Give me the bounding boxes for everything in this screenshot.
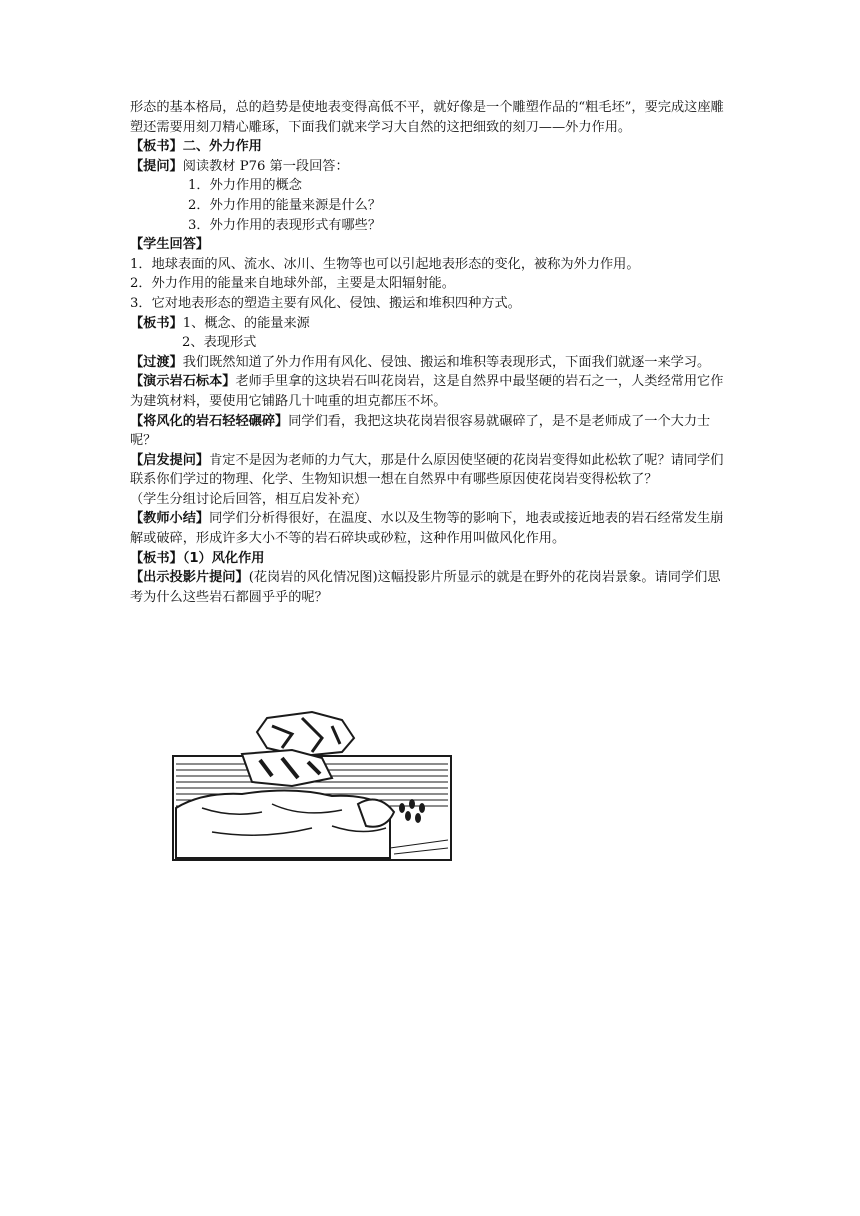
board-note: 【板书】1、概念、的能量来源 xyxy=(130,315,310,331)
paragraph: 【启发提问】肯定不是因为老师的力气大，那是什么原因使坚硬的花岗岩变得如此松软了呢？请同学们联系你们学过的物理、化学、生物知识想一想在自然界中有哪些原因使花岗岩变得松软了？ xyxy=(130,452,724,488)
student-answer-heading: 【学生回答】 xyxy=(130,237,210,253)
paragraph: 【将风化的岩石轻轻碾碎】同学们看，我把这块花岗岩很容易就碾碎了，是不是老师成了一个大力士呢？ xyxy=(130,413,711,449)
board-heading: 【板书】二、外力作用 xyxy=(130,139,262,155)
paragraph: 形态的基本格局，总的趋势是使地表变得高低不平，就好像是一个雕塑作品的“粗毛坯”，要完成这座雕塑还需要用刻刀精心雕琢，下面我们就来学习大自然的这把细致的刻刀——外力作用。 xyxy=(130,100,724,135)
paragraph: 【教师小结】同学们分析得很好，在温度、水以及生物等的影响下，地表或接近地表的岩石经常发生崩解或破碎，形成许多大小不等的岩石碎块或砂粒，这种作用叫做风化作用。 xyxy=(130,511,724,547)
answer-item: 1．地球表面的风、流水、冰川、生物等也可以引起地表形态的变化，被称为外力作用。 xyxy=(130,256,640,272)
granite-weathering-figure xyxy=(172,708,454,866)
question-item: 3．外力作用的表现形式有哪些？ xyxy=(188,217,382,233)
answer-item: 2．外力作用的能量来自地球外部，主要是太阳辐射能。 xyxy=(130,276,455,292)
paragraph: 【过渡】我们既然知道了外力作用有风化、侵蚀、搬运和堆积等表现形式，下面我们就逐一来学习。 xyxy=(130,354,711,370)
board-heading: 【板书】（1）风化作用 xyxy=(130,550,265,566)
paragraph: 【出示投影片提问】(花岗岩的风化情况图)这幅投影片所显示的就是在野外的花岗岩景象。请同学们思考为什么这些岩石都圆乎乎的呢？ xyxy=(130,570,721,605)
top-boulder xyxy=(257,712,354,756)
question-item: 1．外力作用的概念 xyxy=(188,178,302,194)
base-rocks xyxy=(176,790,390,858)
question-intro: 【提问】阅读教材 P76 第一段回答： xyxy=(130,158,349,174)
paragraph: 【演示岩石标本】老师手里拿的这块岩石叫花岗岩，这是自然界中最坚硬的岩石之一，人类经常用它作为建筑材料，要使用它铺路几十吨重的坦克都压不坏。 xyxy=(130,374,724,409)
board-note: 2、表现形式 xyxy=(182,335,257,351)
paragraph: （学生分组讨论后回答，相互启发补充） xyxy=(130,491,368,507)
question-item: 2．外力作用的能量来源是什么？ xyxy=(188,197,382,213)
document-body xyxy=(130,98,730,607)
shrub xyxy=(399,799,425,823)
answer-item: 3．它对地表形态的塑造主要有风化、侵蚀、搬运和堆积四种方式。 xyxy=(130,295,521,311)
